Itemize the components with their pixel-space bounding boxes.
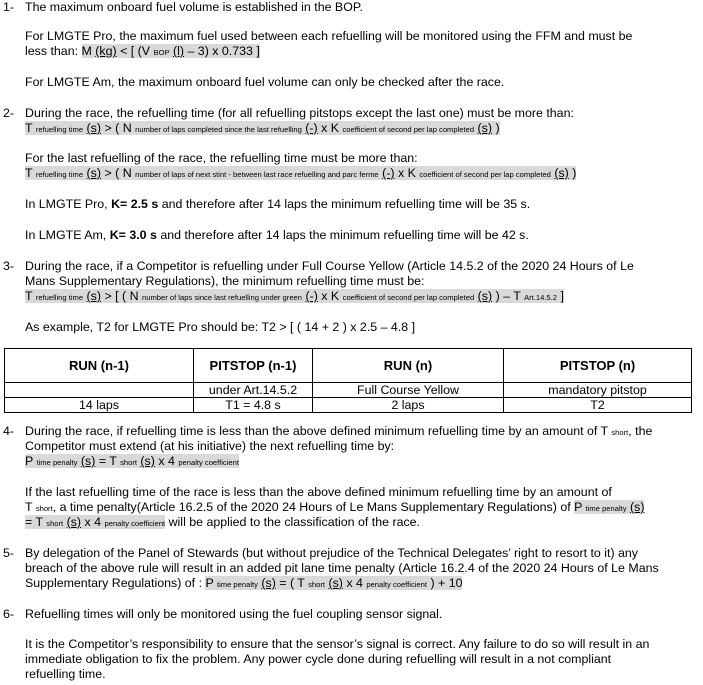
item-2-am-k: In LMGTE Am, K= 3.0 s and therefore after 14 laps the minimum refuelling time will be 42 s. (25, 228, 529, 242)
item-6-resp3: refuelling time. (25, 667, 106, 681)
item-4-line2: Competitor must extend (at his initiative) the next refuelling time by: (25, 439, 395, 453)
refuelling-time-formula-2: T refuelling time (s) > ( N number of laps of next stint - between last race refuelling and parc ferme (-) x K coefficient of second per lap completed (s) ) (25, 166, 577, 180)
item-1-pro-line2: less than: M (kg) < [ (V BOP (l) – 3) x 0.733 ] (25, 44, 260, 58)
item-4-number: 4- (3, 424, 15, 438)
item-5-number: 5- (3, 546, 15, 560)
item-2-text: During the race, the refuelling time (for all refuelling pitstops except the last one) must be more than: (25, 106, 574, 120)
table-row (5, 383, 692, 398)
item-1-pro-line1: For LMGTE Pro, the maximum fuel used between each refuelling will be monitored using the FFM and must be (25, 29, 633, 43)
pit-lane-penalty-formula: P time penalty (s) = ( T short (s) x 4 penalty coefficient ) + 10 (205, 576, 463, 590)
item-6-text: Refuelling times will only be monitored using the fuel coupling sensor signal. (25, 607, 443, 621)
refuelling-time-formula-1: T refuelling time (s) > ( N number of laps completed since the last refuelling (-) x K coefficient of second per lap completed (s) ) (25, 121, 500, 135)
item-1-number: 1- (3, 0, 15, 14)
item-6-resp2: immediate obligation to fix the problem. Any power cycle done during refuelling will result in a not compliant (25, 652, 612, 666)
item-2-last-text: For the last refuelling of the race, the refuelling time must be more than: (25, 151, 418, 165)
table-header-cell: RUN (n-1) (5, 349, 194, 383)
item-1-am: For LMGTE Am, the maximum onboard fuel volume can only be checked after the race. (25, 75, 505, 89)
item-3-example: As example, T2 for LMGTE Pro should be: T2 > [ ( 14 + 2 ) x 2.5 – 4.8 ] (25, 320, 416, 334)
table-cell: mandatory pitstop (504, 383, 692, 398)
item-4-line1: During the race, if refuelling time is less than the above defined minimum refuelling time by an amount of T short, the (25, 424, 653, 438)
item-5-line3: Supplementary Regulations) of : P time penalty (s) = ( T short (s) x 4 penalty coefficient ) + 10 (25, 576, 463, 590)
item-6-resp1: It is the Competitor’s responsibility to ensure that the sensor’s signal is correct. Any failure to do so will result in an (25, 637, 650, 651)
item-2-pro-k: In LMGTE Pro, K= 2.5 s and therefore after 14 laps the minimum refuelling time will be 35 s. (25, 197, 531, 211)
item-3-line1: During the race, if a Competitor is refuelling under Full Course Yellow (Article 14.5.2 of the 2020 24 Hours of Le (25, 259, 634, 273)
table-cell: 2 laps (313, 398, 504, 413)
item-3-line2: Mans Supplementary Regulations), the minimum refuelling time must be: (25, 274, 425, 288)
table-header-cell: PITSTOP (n-1) (194, 349, 313, 383)
time-penalty-formula: P time penalty (s) = T short (s) x 4 penalty coefficient (25, 454, 239, 468)
table-header-row (5, 349, 692, 383)
item-4-last-line3: = T short (s) x 4 penalty coefficient will be applied to the classification of the race. (25, 515, 421, 529)
table-cell: T2 (504, 398, 692, 413)
item-4-last-line2: T short, a time penalty(Article 16.2.5 of the 2020 24 Hours of Le Mans Supplementary Regulations) of P time penalty (s) (25, 500, 645, 514)
item-2-number: 2- (3, 106, 15, 120)
table-cell: 14 laps (5, 398, 194, 413)
item-5-line2: breach of the above rule will result in an added pit lane time penalty (Article 16.2.4 of the 2020 24 Hours of Le Mans (25, 561, 659, 575)
table-row (5, 398, 692, 413)
fuel-mass-formula: M (kg) < [ (V BOP (l) – 3) x 0.733 ] (81, 44, 260, 58)
table-header-cell: RUN (n) (313, 349, 504, 383)
table-cell: Full Course Yellow (313, 383, 504, 398)
table-cell: T1 = 4.8 s (194, 398, 313, 413)
item-5-line1: By delegation of the Panel of Stewards (but without prejudice of the Technical Delegates’ right to resort to it) any (25, 546, 638, 560)
table-header-cell: PITSTOP (n) (504, 349, 692, 383)
item-6-number: 6- (3, 607, 15, 621)
item-4-last-line1: If the last refuelling time of the race is less than the above defined minimum refuelling time by an amount of (25, 485, 612, 499)
pitstop-table (4, 348, 692, 413)
table-cell (5, 383, 194, 398)
table-cell: under Art.14.5.2 (194, 383, 313, 398)
fcy-refuelling-formula: T refuelling time (s) > [ ( N number of laps since last refuelling under green (-) x K coefficient of second per lap completed (s) ) – T Art.14.5.2 ] (25, 289, 564, 303)
item-1-text: The maximum onboard fuel volume is established in the BOP. (25, 0, 363, 14)
item-3-number: 3- (3, 259, 15, 273)
